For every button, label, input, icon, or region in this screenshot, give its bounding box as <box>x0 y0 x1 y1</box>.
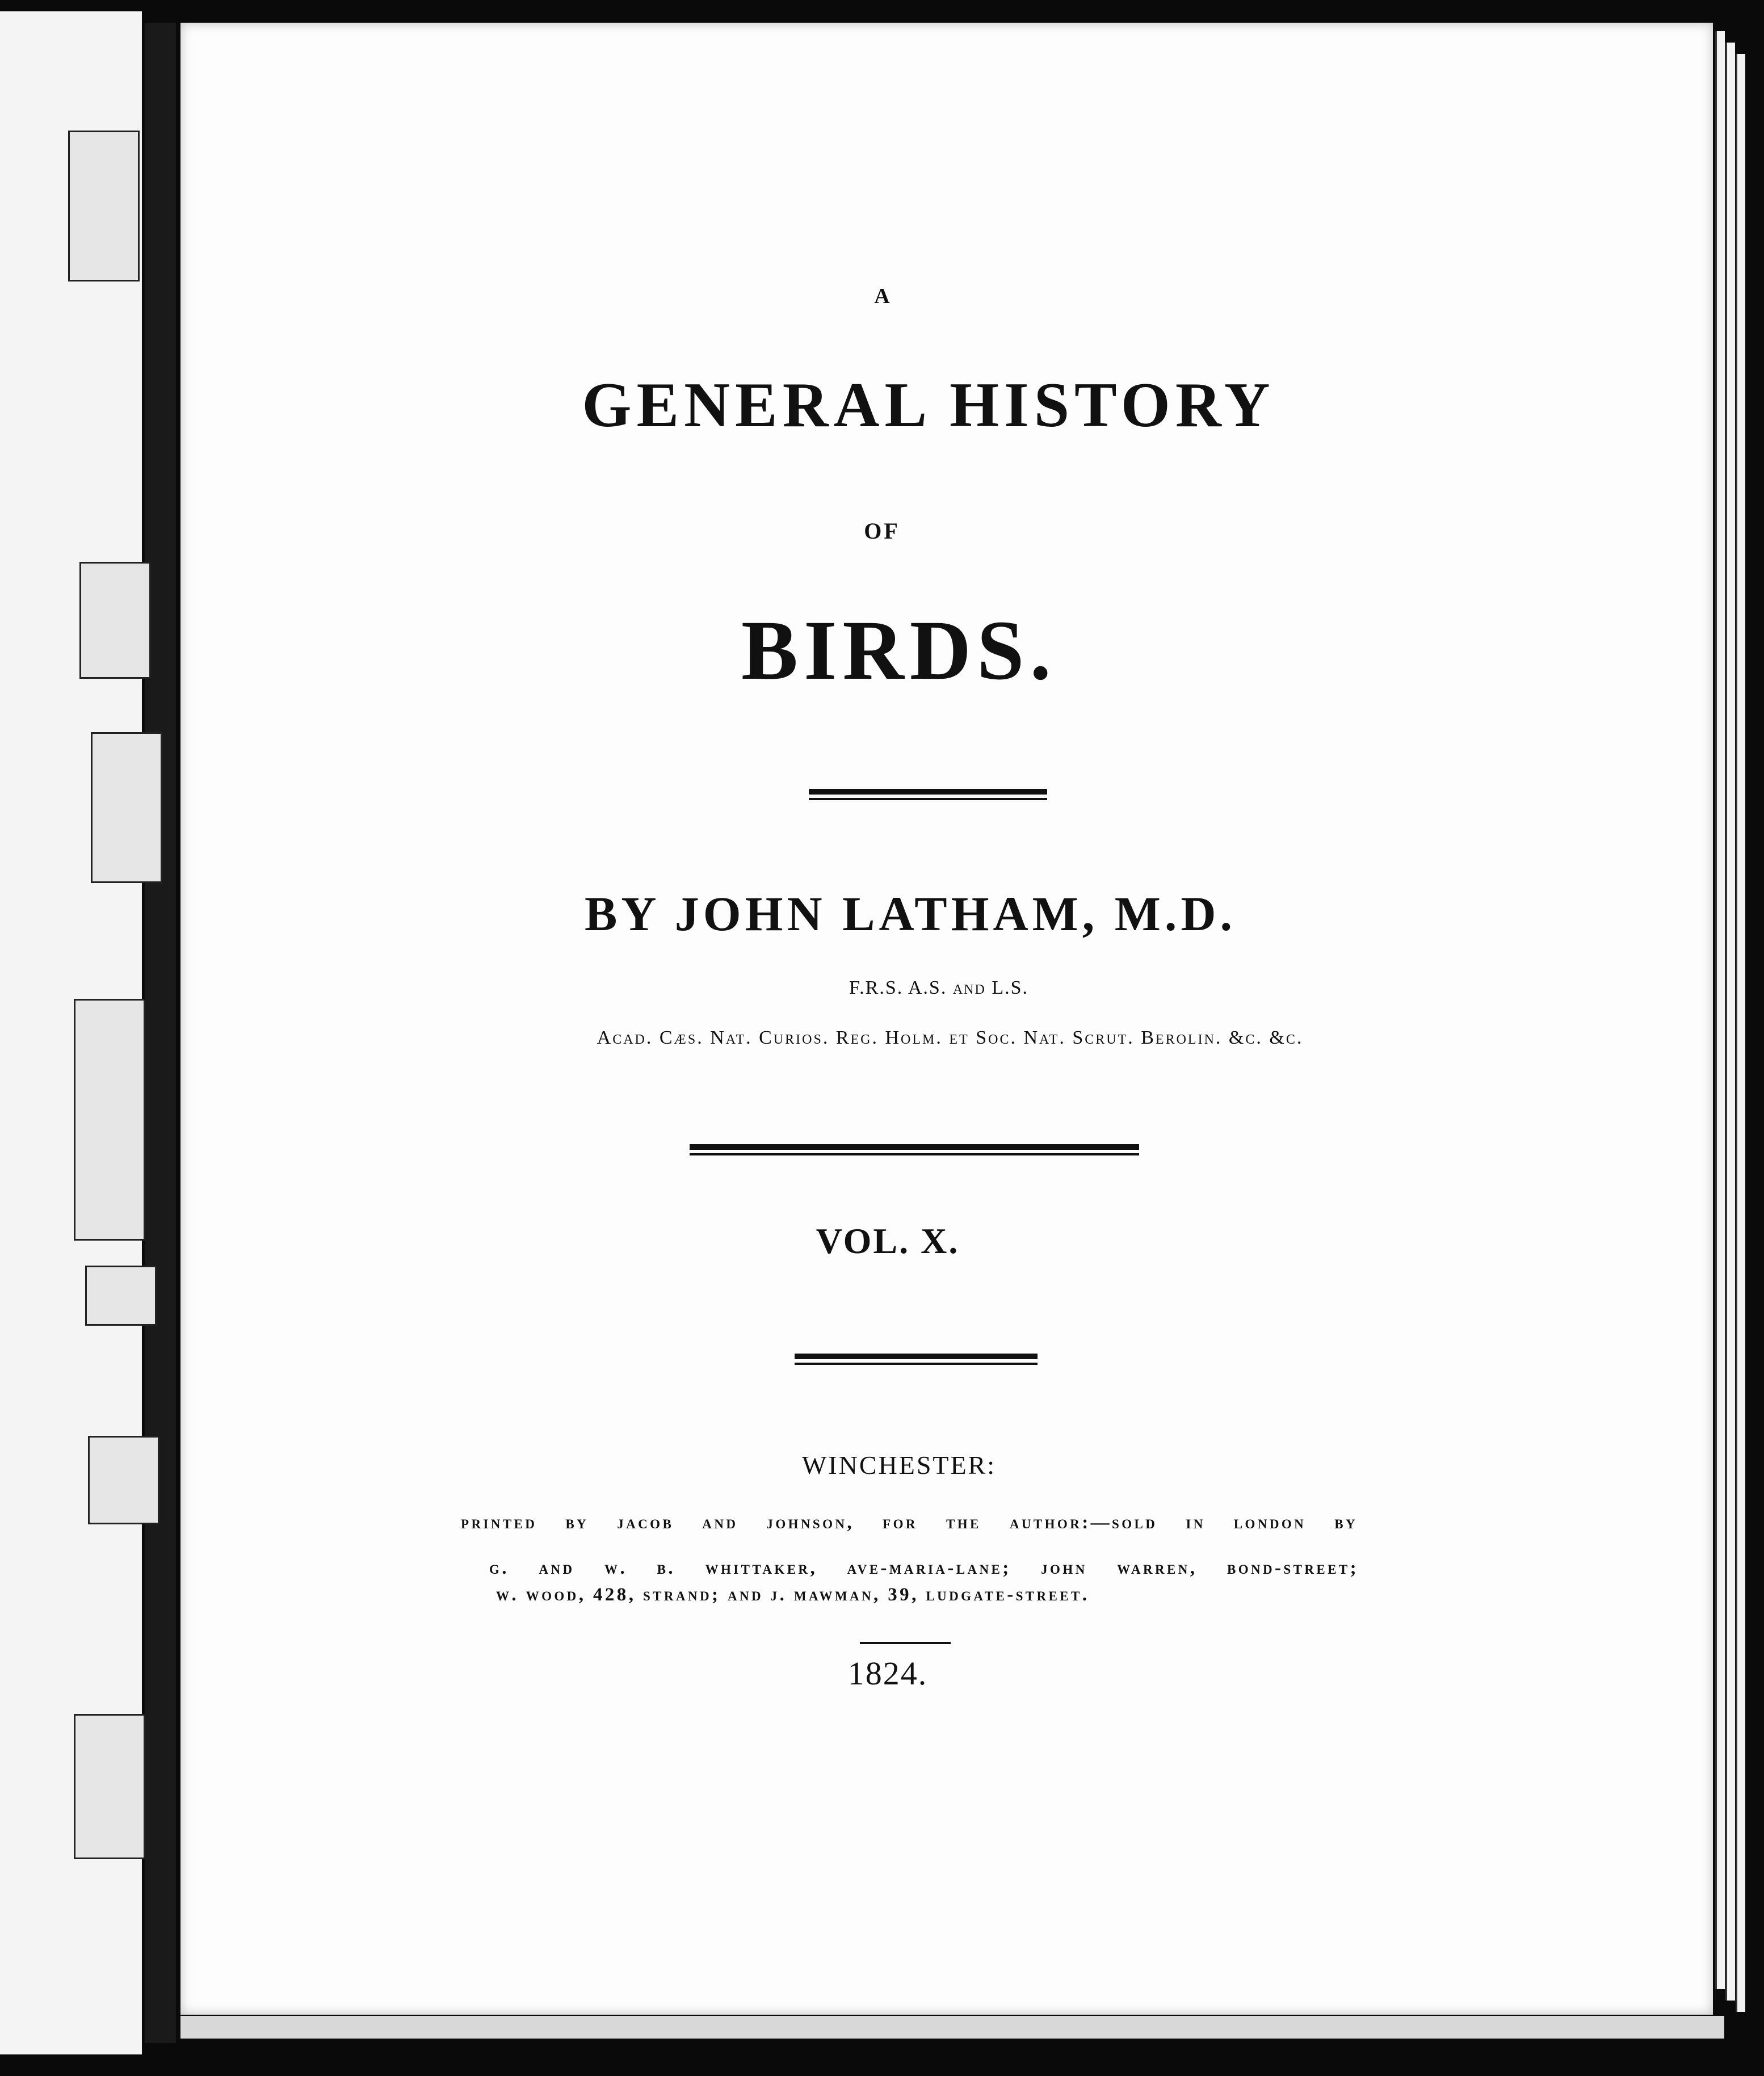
publication-year: 1824. <box>847 1655 928 1692</box>
page-edge <box>1725 43 1735 2001</box>
double-rule <box>809 789 1047 805</box>
binding-tab <box>74 1714 145 1859</box>
title-page <box>180 23 1713 2015</box>
binding-tab <box>91 732 162 883</box>
volume-number: VOL. X. <box>816 1221 960 1261</box>
double-rule <box>690 1144 1139 1160</box>
binding-tab <box>68 131 140 281</box>
imprint-line: printed by jacob and johnson, for the author:—sold in london by <box>461 1512 1358 1533</box>
binding-tab <box>85 1266 157 1326</box>
page-edge <box>1715 31 1725 1989</box>
title-article: A <box>874 284 890 308</box>
author-qualifications: F.R.S. A.S. and L.S. <box>849 977 1029 998</box>
author-line: BY JOHN LATHAM, M.D. <box>584 886 1237 941</box>
year-rule <box>860 1642 951 1644</box>
double-rule <box>795 1354 1038 1369</box>
page-bottom-edge <box>180 2016 1724 2039</box>
place-of-publication: WINCHESTER: <box>801 1451 997 1480</box>
imprint-line: g. and w. b. whittaker, ave-maria-lane; john warren, bond-street; <box>489 1558 1359 1578</box>
title-line-birds: BIRDS. <box>741 603 1057 697</box>
title-of: OF <box>864 518 900 544</box>
imprint-line: w. wood, 428, strand; and j. mawman, 39, ludgate-street. <box>496 1585 1090 1605</box>
author-academies: Acad. Cæs. Nat. Curios. Reg. Holm. et Soc. Nat. Scrut. Berolin. &c. &c. <box>597 1027 1304 1048</box>
binding-tab <box>88 1436 159 1524</box>
title-line-general-history: GENERAL HISTORY <box>582 370 1275 440</box>
